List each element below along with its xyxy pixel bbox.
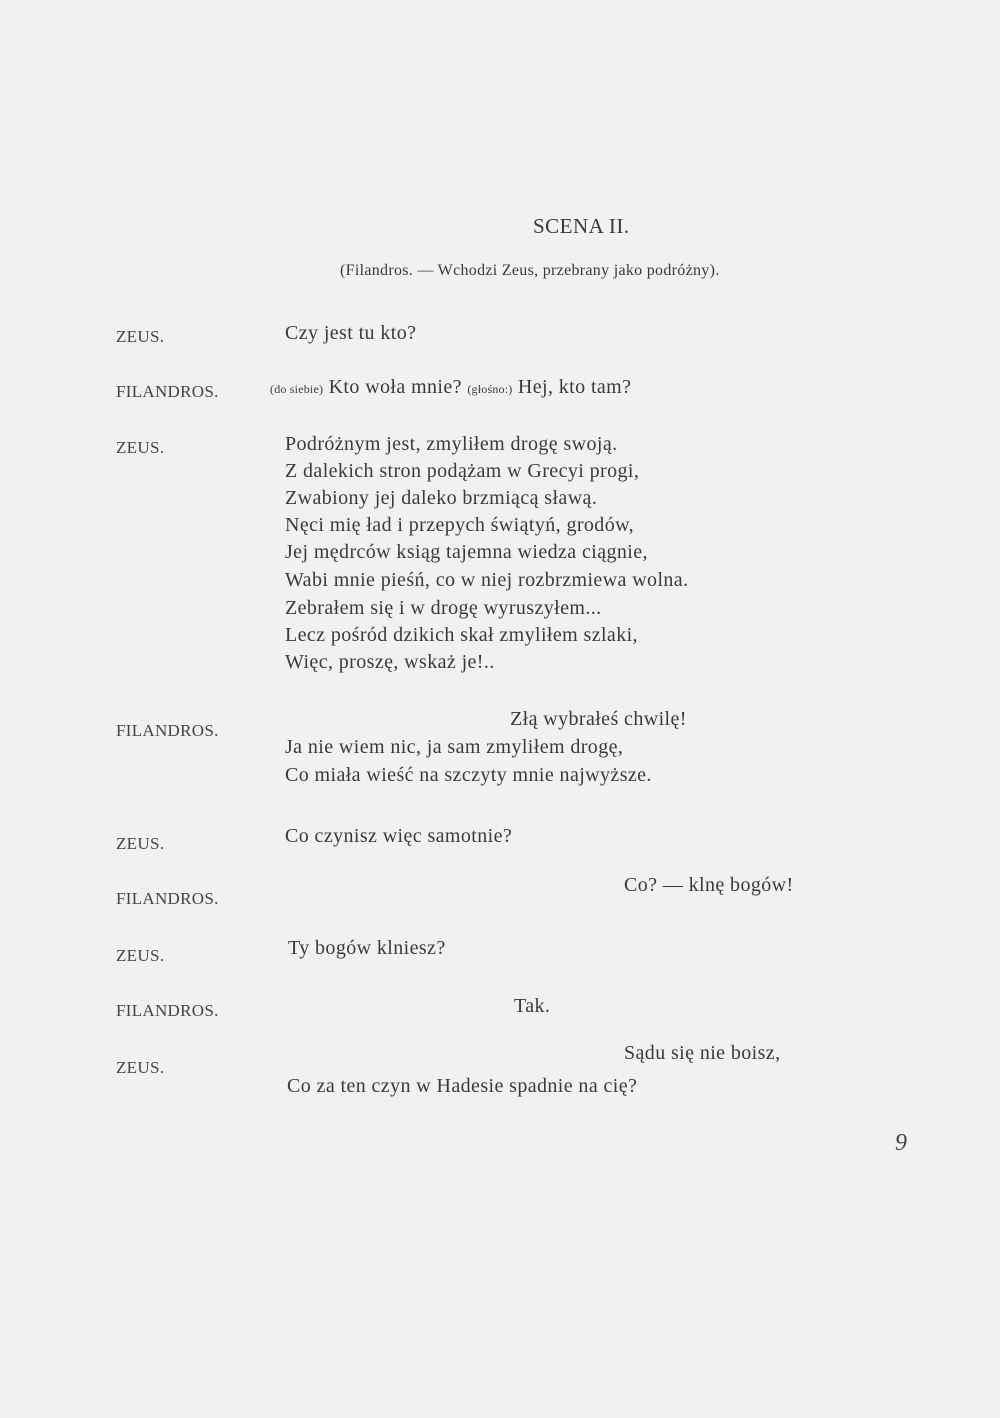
verse-line: Lecz pośród dzikich skał zmyliłem szlaki, [285, 624, 638, 646]
verse-line: Co za ten czyn w Hadesie spadnie na cię? [287, 1075, 638, 1097]
stage-aside: (do siebie) [270, 382, 324, 396]
verse-line: Co czynisz więc samotnie? [285, 825, 513, 847]
verse-line [270, 376, 631, 399]
speaker-name: ZEUS. [116, 1058, 165, 1077]
verse-line: Ty bogów klniesz? [288, 937, 446, 959]
verse-line: Zebrałem się i w drogę wyruszyłem... [285, 597, 602, 619]
speaker-name: ZEUS. [116, 438, 165, 457]
verse-line: Co? — klnę bogów! [624, 874, 794, 896]
verse-line: Więc, proszę, wskaż je!.. [285, 651, 495, 673]
verse-line: Czy jest tu kto? [285, 322, 417, 344]
stage-aside: (głośno:) [467, 382, 513, 396]
verse-line: Wabi mnie pieśń, co w niej rozbrzmiewa wolna. [285, 569, 689, 591]
speaker-name: FILANDROS. [116, 382, 219, 401]
verse-line: Sądu się nie boisz, [624, 1042, 781, 1064]
verse-line: Podróżnym jest, zmyliłem drogę swoją. [285, 433, 618, 455]
verse-text: Hej, kto tam? [517, 376, 632, 398]
verse-text: Kto woła mnie? [328, 376, 462, 398]
speaker-name: ZEUS. [116, 834, 165, 853]
verse-line: Co miała wieść na szczyty mnie najwyższe. [285, 764, 652, 786]
scene-heading: SCENA II. [533, 214, 630, 238]
verse-line: Złą wybrałeś chwilę! [510, 708, 687, 730]
verse-line: Jej mędrców ksiąg tajemna wiedza ciągnie, [285, 541, 648, 563]
verse-line: Tak. [514, 995, 551, 1017]
speaker-name: FILANDROS. [116, 721, 219, 740]
speaker-name: ZEUS. [116, 327, 165, 346]
verse-line: Ja nie wiem nic, ja sam zmyliłem drogę, [285, 736, 624, 758]
verse-line: Nęci mię ład i przepych świątyń, grodów, [285, 514, 635, 536]
verse-line: Zwabiony jej daleko brzmiącą sławą. [285, 487, 598, 509]
stage-direction: (Filandros. — Wchodzi Zeus, przebrany jako podróżny). [340, 262, 720, 279]
verse-line: Z dalekich stron podążam w Grecyi progi, [285, 460, 640, 482]
speaker-name: ZEUS. [116, 946, 165, 965]
speaker-name: FILANDROS. [116, 889, 219, 908]
page-number: 9 [895, 1130, 907, 1156]
speaker-name: FILANDROS. [116, 1001, 219, 1020]
